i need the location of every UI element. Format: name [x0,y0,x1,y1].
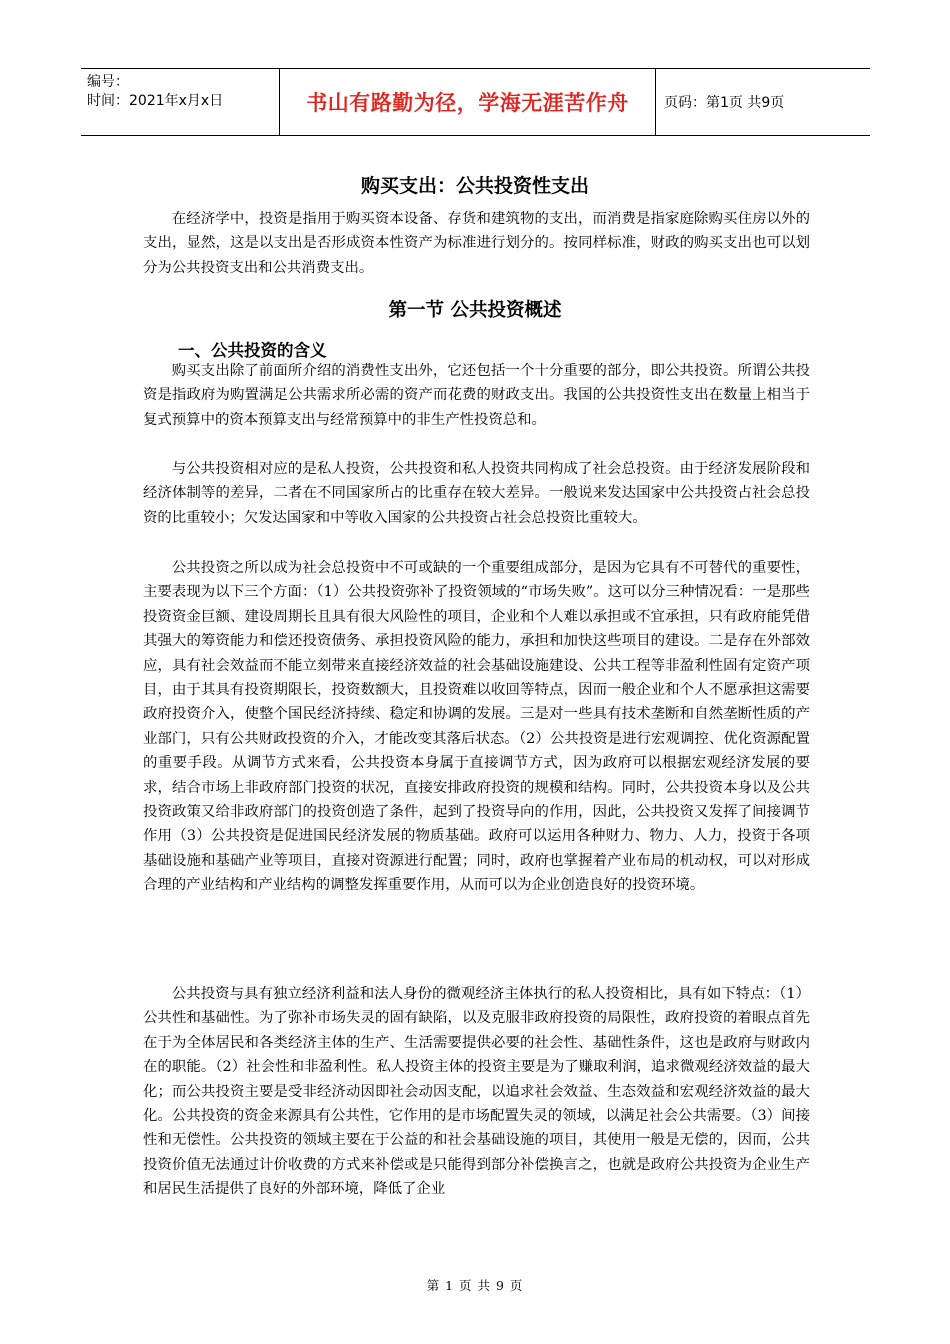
document-title: 购买支出：公共投资性支出 [360,175,589,197]
header-page-info: 页码：第1页 共9页 [664,95,785,111]
body-paragraph: 与公共投资相对应的是私人投资，公共投资和私人投资共同构成了社会总投资。由于经济发展阶段和经济体制等的差异，二者在不同国家所占的比重存在较大差异。一般说来发达国家中公共投资占社会总投资的比重较小；欠发达国家和中等收入国家的公共投资占社会总投资比重较大。 [143,461,810,526]
document-date: 时间：2021年x月x日 [87,93,224,109]
header-motto: 书山有路勤为径，学海无涯苦作舟 [306,91,629,115]
header-table [81,68,870,136]
body-paragraph: 购买支出除了前面所介绍的消费性支出外，它还包括一个十分重要的部分，即公共投资。所谓公共投资是指政府为购置满足公共需求所必需的资产而花费的财政支出。我国的公共投资性支出在数量上相当于复式预算中的资本预算支出与经常预算中的非生产性投资总和。 [143,363,810,428]
subsection-title: 一、公共投资的含义 [178,341,327,360]
page-footer: 第 1 页 共 9 页 [426,1278,524,1293]
document-number-label: 编号： [87,74,129,90]
header-page-cell [656,69,870,135]
header-meta-cell [81,69,280,135]
body-paragraph: 公共投资之所以成为社会总投资中不可或缺的一个重要组成部分，是因为它具有不可替代的重要性，主要表现为以下三个方面：（1）公共投资弥补了投资领域的“市场失败”。这可以分三种情况看：一是那些投资资金巨额、建设周期长且具有很大风险性的项目，企业和个人难以承担或不宜承担，只有政府能凭借其强大的筹资能力和偿还投资债务、承担投资风险的能力，承担和加快这些项目的建设。二是存在外部效应，具有社会效益而不能立刻带来直接经济效益的社会基础设施建设、公共工程等非盈利性固有定资产项目，由于其具有投资期限长，投资数额大，且投资难以收回等特点，因而一般企业和个人不愿承担这需要政府投资介入，使整个国民经济持续、稳定和协调的发展。三是对一些具有技术垄断和自然垄断性质的产业部门，只有公共财政投资的介入，才能改变其落后状态。（2）公共投资是进行宏观调控、优化资源配置的重要手段。从调节方式来看，公共投资本身属于直接调节方式，因为政府可以根据宏观经济发展的要求，结合市场上非政府部门投资的状况，直接安排政府投资的规模和结构。同时，公共投资本身以及公共投资政策又给非政府部门的投资创造了条件，起到了投资导向的作用，因此，公共投资又发挥了间接调节作用（3）公共投资是促进国民经济发展的物质基础。政府可以运用各种财力、物力、人力，投资于各项基础设施和基础产业等项目，直接对资源进行配置；同时，政府也掌握着产业布局的机动权，可以对形成合理的产业结构和产业结构的调整发挥重要作用，从而可以为企业创造良好的投资环境。 [143,560,810,894]
intro-paragraph: 在经济学中，投资是指用于购买资本设备、存货和建筑物的支出，而消费是指家庭除购买住房以外的支出，显然，这是以支出是否形成资本性资产为标准进行划分的。按同样标准，财政的购买支出也可以划分为公共投资支出和公共消费支出。 [143,211,810,276]
section-title: 第一节 公共投资概述 [388,300,562,321]
body-paragraph: 公共投资与具有独立经济利益和法人身份的微观经济主体执行的私人投资相比，具有如下特点：（1）公共性和基础性。为了弥补市场失灵的固有缺陷，以及克服非政府投资的局限性，政府投资的着眼点首先在于为全体居民和各类经济主体的生产、生活需要提供必要的社会性、基础性条件，这也是政府与财政内在的职能。（2）社会性和非盈利性。私人投资主体的投资主要是为了赚取利润，追求微观经济效益的最大化；而公共投资主要是受非经济动因即社会动因支配，以追求社会效益、生态效益和宏观经济效益的最大化。公共投资的资金来源具有公共性，它作用的是市场配置失灵的领域，以满足社会公共需要。（3）间接性和无偿性。公共投资的领域主要在于公益的和社会基础设施的项目，其使用一般是无偿的，因而，公共投资价值无法通过计价收费的方式来补偿或是只能得到部分补偿换言之，也就是政府公共投资为企业生产和居民生活提供了良好的外部环境，降低了企业 [143,986,810,1198]
header-motto-cell [280,69,656,135]
